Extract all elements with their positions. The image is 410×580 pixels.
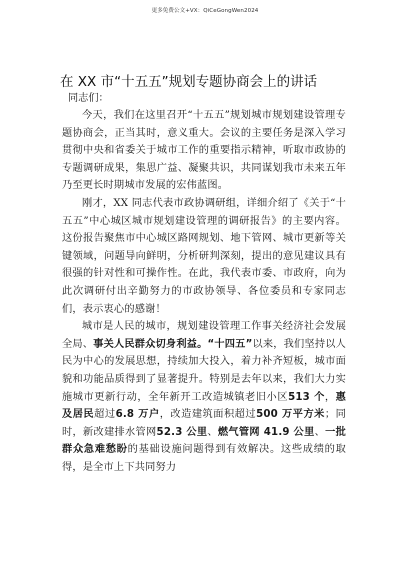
bold-span: 事关人民群众切身利益。 bbox=[93, 338, 208, 350]
paragraph-achievements bbox=[62, 318, 346, 476]
text-span: 、 bbox=[207, 426, 218, 438]
text-span: 城市是人民的城市，规划建设管理工作事关经济社会发展全局、 bbox=[62, 321, 346, 350]
bold-span: 燃气管网 41.9 公里 bbox=[217, 426, 315, 438]
bold-span: 513 个 bbox=[288, 391, 325, 403]
salutation: 同志们： bbox=[68, 93, 109, 104]
text-span: 以来，我们坚持以人民为中心的发展思想，持续加大投入，着力补齐短板，城市面貌和功能品质得到了显著提升。特别是去年以来，我们大力实施城市更新行动，全年新开工改造城镇老旧小区 bbox=[62, 338, 346, 403]
bold-span: 52.3 公里 bbox=[156, 426, 208, 438]
text-span: 、 bbox=[314, 426, 326, 438]
bold-span: “十四五” bbox=[207, 338, 253, 350]
text-span: 的基础设施问题得到有效解决。这些成绩的取得，是全市上下共同努力 bbox=[62, 444, 347, 473]
bold-span: 一批群众急难愁盼 bbox=[62, 426, 346, 456]
text-span: ，改造建筑面积超过 bbox=[159, 409, 257, 421]
bold-span: 6.8 万户 bbox=[115, 409, 160, 421]
paragraph-acknowledgement: 刚才，XX 同志代表市政协调研组，详细介绍了《关于“十五五”中心城区城市规划建设管理的调研报告》的主要内容。这份报告聚焦市中心城区路网规划、地下管网、城市更新等关键领域，问题导向鲜明，分析研判深刻，提出的意见建议具有很强的针对性和可操作性。在此，我代表市委、市政府，向为此次调研付出辛勤努力的市政协领导、各位委员和专家同志们，表示衷心的感谢！ bbox=[62, 197, 346, 315]
document-title: 在 XX 市“十五五”规划专题协商会上的讲话 bbox=[60, 74, 318, 90]
paragraph-opening: 今天，我们在这里召开“十五五”规划城市规划建设管理专题协商会，正当其时，意义重大。会议的主要任务是深入学习贯彻中央和省委关于城市工作的重要指示精神，听取市政协的专题调研成果，集思广益、凝聚共识，共同谋划我市未来五年乃至更长时期城市发展的宏伟蓝图。 bbox=[62, 110, 346, 192]
document-body bbox=[62, 74, 346, 476]
text-span: ；同时，新改建排水管网 bbox=[62, 409, 346, 438]
header-note: 更多免费公文+VX：QiCeGongWen2024 bbox=[151, 8, 259, 14]
text-span: ， bbox=[324, 391, 336, 403]
bold-span: 惠及居民 bbox=[62, 391, 347, 421]
bold-span: 500 万平方米 bbox=[256, 409, 325, 421]
text-span: 超过 bbox=[94, 409, 116, 421]
